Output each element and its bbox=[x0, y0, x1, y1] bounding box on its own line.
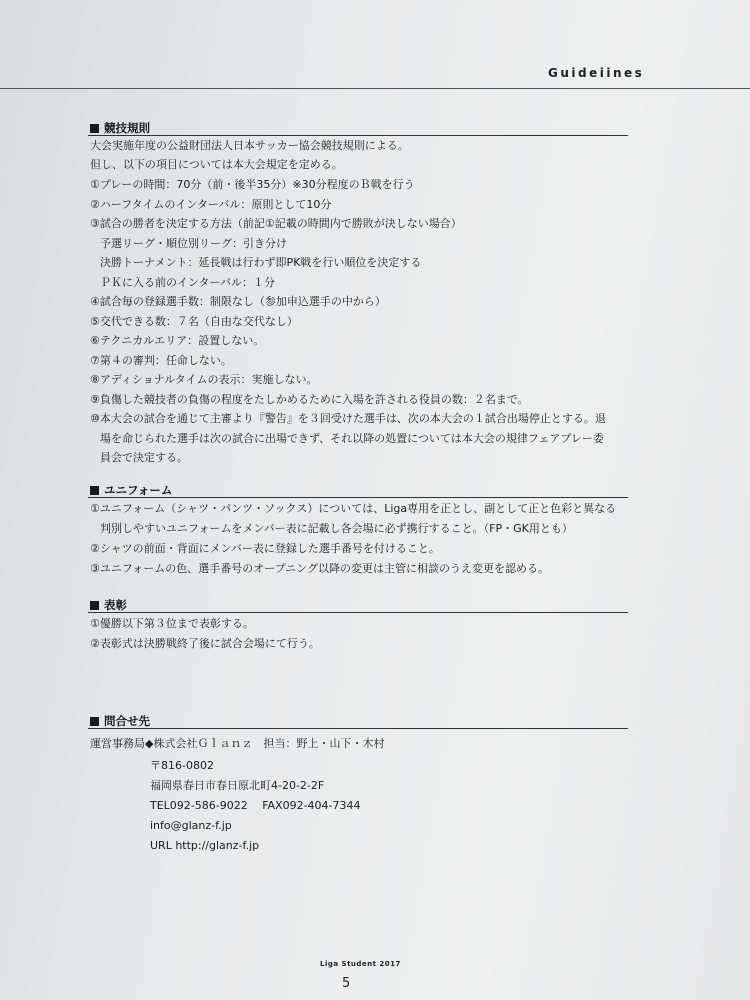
contact-address: 福岡県春日市春日原北町4-20-2-2F bbox=[150, 779, 325, 792]
section-rule bbox=[88, 497, 628, 498]
rules-line: ③試合の勝者を決定する方法（前記①記載の時間内で勝敗が決しない場合） bbox=[90, 217, 462, 230]
rules-line: ⑦第４の審判：任命しない。 bbox=[90, 354, 232, 367]
rules-line: ⑩本大会の試合を通じて主審より『警告』を３回受けた選手は、次の本大会の１試合出場停止とする。退 bbox=[90, 412, 606, 425]
square-bullet-icon bbox=[90, 717, 99, 726]
rules-line: ④試合毎の登録選手数：制限なし（参加申込選手の中から） bbox=[90, 295, 386, 308]
section-title-contact: 問合せ先 bbox=[90, 713, 150, 729]
section-rule bbox=[88, 612, 628, 613]
square-bullet-icon bbox=[90, 486, 99, 495]
contact-email: info@glanz-f.jp bbox=[150, 819, 232, 832]
rules-line: ⑥テクニカルエリア：設置しない。 bbox=[90, 334, 265, 347]
contact-office: 運営事務局◆株式会社Ｇｌａｎｚ 担当：野上・山下・木村 bbox=[90, 737, 385, 750]
rules-line: 但し、以下の項目については本大会規定を定める。 bbox=[90, 158, 343, 171]
header-title: Guideiines bbox=[548, 66, 645, 80]
rules-line-continued: 員会で決定する。 bbox=[100, 451, 188, 464]
rules-subline: ＰＫに入る前のインターバル：１分 bbox=[100, 276, 276, 289]
section-title-rules: 競技規則 bbox=[90, 120, 150, 136]
section-title-uniform: ユニフォーム bbox=[90, 482, 172, 498]
rules-line: ⑧アディショナルタイムの表示：実施しない。 bbox=[90, 373, 318, 386]
section-rule bbox=[88, 135, 628, 136]
header-rule bbox=[0, 88, 750, 89]
page-number: 5 bbox=[342, 976, 351, 991]
rules-line: ①プレーの時間：70分（前・後半35分）※30分程度のＢ戦を行う bbox=[90, 178, 415, 191]
awards-line: ①優勝以下第３位まで表彰する。 bbox=[90, 617, 254, 630]
section-rule bbox=[88, 728, 628, 729]
footer-title: Liga Student 2017 bbox=[320, 960, 401, 968]
rules-line-continued: 場を命じられた選手は次の試合に出場できず、それ以降の処置については本大会の規律フェアプレー委 bbox=[100, 432, 604, 445]
uniform-line: ③ユニフォームの色、選手番号のオープニング以降の変更は主管に相談のうえ変更を認める。 bbox=[90, 562, 549, 575]
uniform-line: ②シャツの前面・背面にメンバー表に登録した選手番号を付けること。 bbox=[90, 542, 440, 555]
contact-tel-fax: TEL092-586-9022 FAX092-404-7344 bbox=[150, 799, 361, 812]
rules-line: ⑨負傷した競技者の負傷の程度をたしかめるために入場を許される役員の数：２名まで。 bbox=[90, 393, 529, 406]
awards-line: ②表彰式は決勝戦終了後に試合会場にて行う。 bbox=[90, 637, 320, 650]
rules-subline: 決勝トーナメント：延長戦は行わず即PK戦を行い順位を決定する bbox=[100, 256, 422, 269]
square-bullet-icon bbox=[90, 124, 99, 133]
uniform-line: ①ユニフォーム（シャツ・パンツ・ソックス）については、Liga専用を正とし、副として正と色彩と異なる bbox=[90, 502, 617, 515]
uniform-line-continued: 判別しやすいユニフォームをメンバー表に記載し各会場に必ず携行すること。（FP・GK用とも） bbox=[100, 522, 573, 535]
section-title-awards: 表彰 bbox=[90, 597, 127, 613]
contact-url: URL http://glanz-f.jp bbox=[150, 839, 260, 852]
rules-line: ⑤交代できる数：７名（自由な交代なし） bbox=[90, 315, 298, 328]
rules-subline: 予選リーグ・順位別リーグ：引き分け bbox=[100, 237, 287, 250]
square-bullet-icon bbox=[90, 601, 99, 610]
rules-line: 大会実施年度の公益財団法人日本サッカー協会競技規則による。 bbox=[90, 139, 409, 152]
rules-line: ②ハーフタイムのインターバル：原則として10分 bbox=[90, 198, 332, 211]
contact-postal-code: 〒816-0802 bbox=[150, 759, 214, 772]
